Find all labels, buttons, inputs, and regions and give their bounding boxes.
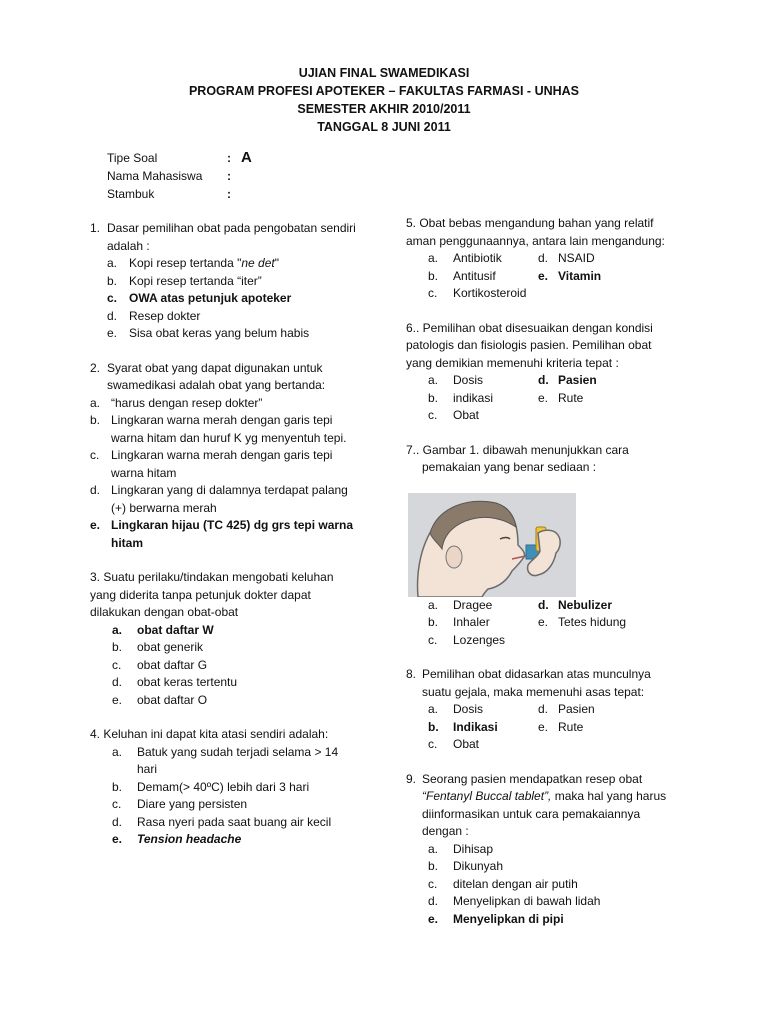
text: a. (428, 841, 439, 856)
text: Seorang pasien mendapatkan resep obat (422, 771, 643, 786)
option-a (112, 622, 360, 640)
header-title: UJIAN FINAL SWAMEDIKASI (298, 66, 470, 80)
text: Lingkaran hijau (TC 425) dg grs tepi warna hitam (111, 518, 354, 550)
text: b. (428, 859, 439, 873)
text: Rasa nyeri pada saat buang air kecil (137, 814, 332, 829)
option-d (90, 482, 360, 517)
text: a. (107, 256, 118, 270)
text: b. (428, 615, 439, 629)
text: Diare yang persisten (137, 797, 248, 811)
text: Menyelipkan di pipi (453, 911, 564, 926)
text: Tipe Soal (107, 151, 158, 165)
text: e. (428, 911, 439, 926)
text: Pasien (558, 702, 595, 716)
right-column (406, 215, 676, 945)
text: a. (112, 744, 123, 759)
text: e. (538, 390, 549, 405)
text: c. (112, 797, 122, 811)
option-a (90, 395, 360, 413)
text: d. (112, 814, 123, 829)
text: d. (538, 702, 549, 716)
exam-header (0, 64, 768, 136)
text: Kortikosteroid (453, 286, 527, 300)
option-c (428, 285, 538, 303)
option-b (428, 858, 676, 876)
option-b (107, 273, 360, 291)
option-d (538, 597, 668, 615)
text: e. (538, 268, 549, 283)
text: Lingkaran warna merah dengan garis tepi warna hitam (111, 448, 333, 480)
text: Dikunyah (453, 859, 504, 873)
text: e. (107, 326, 118, 340)
header-semester: SEMESTER AKHIR 2010/2011 (297, 102, 471, 116)
question-text: Syarat obat yang dapat digunakan untuk swamedikasi adalah obat yang bertanda: (107, 360, 326, 392)
option-c (112, 657, 360, 675)
question-text: Dasar pemilihan obat pada pengobatan sendiri adalah : (107, 221, 356, 253)
text: “harus dengan resep dokter” (111, 395, 263, 410)
text: obat daftar G (137, 657, 208, 672)
text: d. (112, 675, 123, 689)
option-e (538, 719, 668, 737)
inhaler-illustration (408, 493, 576, 597)
option-e (112, 831, 360, 849)
option-b (90, 412, 360, 447)
option-d (428, 893, 676, 911)
text: Vitamin (558, 268, 602, 283)
text: obat generik (137, 640, 204, 654)
question-text (422, 771, 676, 841)
text: 1. (90, 221, 101, 235)
student-info (107, 149, 252, 203)
question-text: Pemilihan obat didasarkan atas munculnya suatu gejala, maka memenuhi asas tepat: (422, 667, 651, 699)
text: Batuk yang sudah terjadi selama > 14 hari (137, 744, 339, 776)
option-c (428, 876, 676, 894)
question-text: 3. Suatu perilaku/tindakan mengobati keluhan yang diderita tanpa petunjuk dokter dapat dilakukan dengan obat-obat (90, 570, 334, 619)
text: b. (107, 273, 118, 288)
header-date: TANGGAL 8 JUNI 2011 (317, 120, 451, 134)
text: Dragee (453, 597, 493, 612)
question-text: 5. Obat bebas mengandung bahan yang relatif aman penggunaannya, antara lain mengandung: (406, 216, 665, 248)
text: 8. (406, 667, 417, 681)
option-d (112, 814, 360, 832)
text: : (227, 151, 231, 165)
text: b. (428, 719, 439, 734)
option-e (538, 390, 668, 408)
option-b (428, 614, 538, 632)
question-8 (406, 666, 676, 754)
text: a. (428, 373, 439, 387)
text: obat keras tertentu (137, 675, 238, 689)
option-c (428, 407, 538, 425)
option-d (107, 308, 360, 326)
text: : (227, 169, 231, 183)
question-4 (90, 726, 360, 849)
text: ditelan dengan air putih (453, 876, 578, 891)
text: d. (107, 308, 118, 323)
text: Kopi resep tertanda " (129, 256, 242, 270)
text: 2. (90, 360, 101, 375)
text: obat daftar W (137, 622, 214, 637)
text: e. (538, 615, 549, 629)
option-a (428, 841, 676, 859)
text: Dosis (453, 702, 484, 716)
text: Menyelipkan di bawah lidah (453, 894, 601, 908)
text: Lingkaran warna merah dengan garis tepi warna hitam dan huruf K yg menyentuh tepi. (111, 413, 347, 445)
option-e (90, 517, 360, 552)
question-7 (406, 442, 676, 650)
text: : (227, 187, 231, 201)
question-2 (90, 360, 360, 553)
question-3 (90, 569, 360, 709)
left-column (90, 220, 360, 866)
text: ne det (241, 256, 275, 270)
option-d (112, 674, 360, 692)
text: b. (428, 268, 439, 283)
nama-row (107, 167, 252, 185)
option-d (538, 701, 668, 719)
text: Antitusif (453, 268, 496, 283)
text: Lozenges (453, 632, 506, 647)
text: Stambuk (107, 187, 155, 201)
text: Resep dokter (129, 308, 201, 323)
option-d (538, 250, 668, 268)
option-b (428, 719, 538, 737)
question-6 (406, 320, 676, 425)
text: Tetes hidung (558, 615, 627, 629)
text: Nebulizer (558, 597, 613, 612)
header-program: PROGRAM PROFESI APOTEKER – FAKULTAS FARMASI - UNHAS (188, 84, 580, 98)
text: indikasi (453, 390, 494, 405)
text: a. (428, 702, 439, 716)
text: Dosis (453, 373, 484, 387)
text: maka hal yang harus diinformasikan untuk cara pemakaiannya dengan : (422, 789, 667, 838)
option-b (428, 390, 538, 408)
option-a (107, 255, 360, 273)
text: c. (428, 876, 438, 891)
text: d. (538, 251, 549, 265)
text: c. (428, 408, 438, 422)
text: a. (428, 251, 439, 265)
text: e. (538, 719, 549, 734)
text: “Fentanyl Buccal tablet”, (422, 789, 552, 803)
text: Tension headache (137, 832, 242, 846)
text: Demam(> 40ºC) lebih dari 3 hari (137, 779, 310, 794)
tipe-soal-row (107, 149, 252, 167)
question-1 (90, 220, 360, 343)
text: b. (90, 413, 101, 427)
option-c (112, 796, 360, 814)
option-e (538, 614, 668, 632)
option-c (428, 736, 538, 754)
option-b (428, 268, 538, 286)
text: NSAID (558, 251, 595, 265)
text: b. (112, 640, 123, 654)
text: a. (428, 597, 439, 612)
text: c. (107, 291, 118, 305)
option-c (428, 632, 538, 650)
text: c. (428, 737, 438, 751)
option-b (112, 639, 360, 657)
text: Rute (558, 390, 584, 405)
option-a (112, 744, 360, 779)
inhaler-figure-image (408, 493, 576, 597)
text: Rute (558, 719, 584, 734)
text: 9. (406, 771, 417, 786)
text: " (274, 256, 279, 270)
text: Kopi resep tertanda “iter” (129, 273, 262, 288)
text: Indikasi (453, 719, 498, 734)
option-d (538, 372, 668, 390)
text: c. (428, 632, 438, 647)
text: c. (112, 657, 122, 672)
text: e. (112, 832, 123, 846)
question-9 (406, 771, 676, 929)
stambuk-row (107, 185, 252, 203)
text: Inhaler (453, 615, 490, 629)
option-a (428, 372, 538, 390)
text: b. (112, 779, 123, 794)
option-e (112, 692, 360, 710)
text: obat daftar O (137, 692, 208, 707)
text: e. (90, 518, 101, 532)
option-c (107, 290, 360, 308)
text: d. (538, 373, 549, 387)
text: Dihisap (453, 841, 494, 856)
question-text: 6.. Pemilihan obat disesuaikan dengan kondisi patologis dan fisiologis pasien. Pemilihan obat yang demikian memenuhi kriteria tepat : (406, 320, 653, 370)
question-text: 4. Keluhan ini dapat kita atasi sendiri adalah: (90, 727, 329, 741)
text: Pasien (558, 373, 597, 387)
text: b. (428, 390, 439, 405)
text: e. (112, 692, 123, 707)
question-5 (406, 215, 676, 303)
tipe-soal-value: A (241, 149, 252, 166)
text: OWA atas petunjuk apoteker (129, 291, 292, 305)
text: d. (90, 483, 101, 497)
question-text: 7.. Gambar 1. dibawah menunjukkan cara (406, 442, 629, 457)
text: a. (90, 395, 101, 410)
text: Antibiotik (453, 251, 502, 265)
text: pemakaian yang benar sediaan : (422, 460, 597, 474)
option-a (428, 597, 538, 615)
text: Obat (453, 408, 480, 422)
text: Sisa obat keras yang belum habis (129, 326, 310, 340)
option-a (428, 250, 538, 268)
text: c. (90, 448, 100, 462)
option-e (538, 268, 668, 286)
text: d. (538, 597, 549, 612)
text: d. (428, 894, 439, 908)
option-a (428, 701, 538, 719)
text: Nama Mahasiswa (107, 169, 203, 183)
option-e (428, 911, 676, 929)
option-c (90, 447, 360, 482)
option-e (107, 325, 360, 343)
option-b (112, 779, 360, 797)
text: Obat (453, 737, 480, 751)
text: Lingkaran yang di dalamnya terdapat palang (+) berwarna merah (111, 483, 348, 515)
text: a. (112, 622, 123, 637)
text: c. (428, 286, 438, 300)
